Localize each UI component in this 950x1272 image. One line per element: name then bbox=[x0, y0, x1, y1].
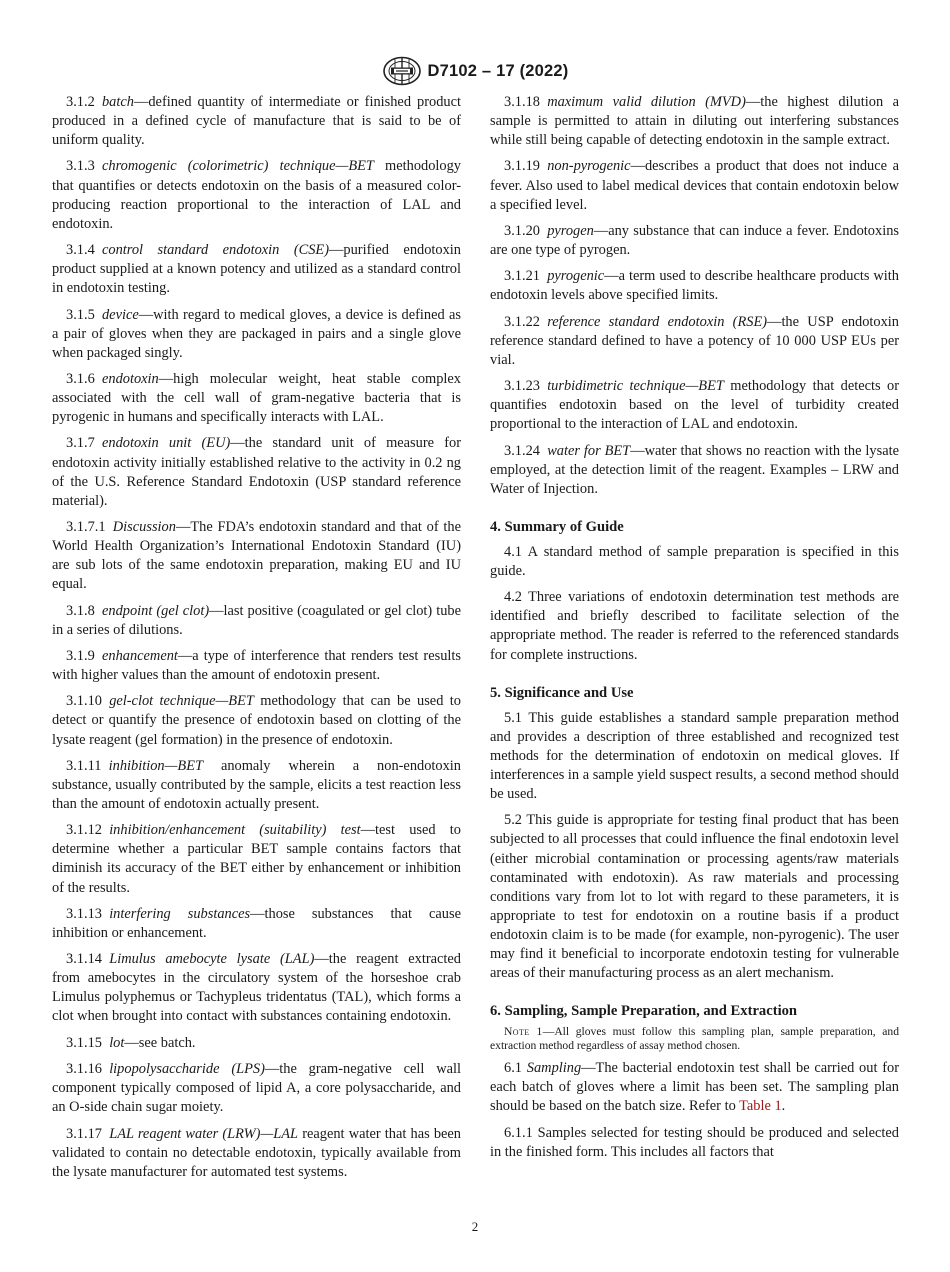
right-definitions bbox=[490, 93, 899, 499]
paragraph-5-2: 5.2 This guide is appropriate for testing final product that has been subjected to all processes that could influence the final endotoxin level (either microbial contamination or processing agents/raw materials contaminated with endotoxin). As raw materials and processing conditions vary from lot to lot with regard to these parameters, it is appropriate to test for endotoxin on a routine basis if a product endotoxin claim is to be made (for example, non-pyrogenic). The user may find it beneficial to incorporate endotoxin testing for vulnerable areas of their manufacturing process as an alert mechanism. bbox=[490, 812, 899, 982]
definition-3-1-3 bbox=[52, 157, 461, 233]
definition-term: endotoxin unit (EU) bbox=[101, 435, 231, 452]
definition-text: methodology that can be used to detect or quantify the presence of endotoxin based on clotting of the lysate reagent (gel formation) in the presence of endotoxin. bbox=[52, 693, 461, 748]
definition-text: —describes a product that does not induce a fever. Also used to label medical devices that contain endotoxin below a specified level. bbox=[490, 158, 899, 213]
definition-term: reference standard endotoxin (RSE) bbox=[547, 313, 768, 330]
definition-number: 3.1.22 bbox=[504, 313, 540, 330]
definition-3-1-22 bbox=[490, 313, 899, 370]
definition-number: 3.1.3 bbox=[66, 158, 95, 175]
definition-number: 3.1.7.1 bbox=[66, 519, 106, 535]
definition-term: pyrogen bbox=[547, 222, 594, 239]
definition-term: endpoint (gel clot) bbox=[101, 602, 210, 619]
definition-term: water for BET bbox=[547, 442, 631, 459]
definition-3-1-21 bbox=[490, 267, 899, 305]
section-heading-sampling: 6. Sampling, Sample Preparation, and Extraction bbox=[490, 1003, 798, 1020]
definition-3-1-20 bbox=[490, 222, 899, 260]
definition-3-1-4 bbox=[52, 241, 461, 298]
definition-text: methodology that detects or quantifies endotoxin based on the level of turbidity created proportional to the interaction of LAL and endotoxin. bbox=[490, 378, 899, 433]
definition-text: —water that shows no reaction with the lysate employed, at the detection limit of the reagent. Examples – LRW and Water of Injection. bbox=[490, 442, 899, 497]
definition-number: 3.1.18 bbox=[504, 94, 540, 110]
definition-text: —the highest dilution a sample is permitted to attain in diluting out interfering substances while still being capable of detecting endotoxin in the sample extract. bbox=[490, 94, 899, 149]
definition-term: turbidimetric technique—BET bbox=[547, 378, 724, 395]
definition-3-1-7 bbox=[52, 434, 461, 510]
definition-text: reagent water that has been validated to contain no detectable endotoxin, typically available from the lysate manufacturer for automated test systems. bbox=[52, 1125, 462, 1180]
definition-3-1-10 bbox=[52, 692, 461, 749]
note-1 bbox=[490, 1025, 899, 1053]
definition-text: —high molecular weight, heat stable complex associated with the cell wall of gram-negative bacteria that is pyrogenic in humans and specifically interacts with LAL. bbox=[52, 370, 461, 426]
definition-number: 3.1.13 bbox=[66, 905, 102, 922]
definition-text: —the gram-negative cell wall component typically composed of lipid A, a core polysaccharide, and an O-side chain sugar moiety. bbox=[52, 1061, 461, 1116]
definition-number: 3.1.10 bbox=[66, 693, 102, 710]
definition-text: —defined quantity of intermediate or finished product produced in a defined cycle of manufacture that is said to be of uniform quality. bbox=[52, 94, 461, 149]
definition-term: chromogenic (colorimetric) technique—BET bbox=[101, 158, 374, 175]
section-heading-significance: 5. Significance and Use bbox=[490, 684, 634, 701]
definition-term: inhibition—BET bbox=[108, 757, 204, 774]
definition-text: —the reagent extracted from amebocytes in the circulatory system of the horseshoe crab Limulus polyphemus or Tachypleus tridentatus (TAL), which forms a clot when brought into contact with substances containing endotoxin. bbox=[52, 951, 461, 1025]
definition-number: 3.1.14 bbox=[66, 951, 102, 968]
definition-text: —a type of interference that renders test results with higher values than the amount of endotoxin present. bbox=[52, 647, 461, 684]
definition-number: 3.1.6 bbox=[66, 370, 95, 387]
standard-designation: D7102 – 17 (2022) bbox=[427, 61, 569, 80]
definition-3-1-9 bbox=[52, 647, 461, 685]
definition-term: Discussion bbox=[112, 519, 176, 535]
definition-term: batch bbox=[101, 94, 134, 110]
definition-number: 3.1.11 bbox=[66, 757, 102, 774]
paragraph-6-1 bbox=[490, 1059, 899, 1116]
definition-3-1-12 bbox=[52, 821, 461, 897]
definition-term: interfering substances bbox=[109, 905, 251, 922]
definition-3-1-13 bbox=[52, 905, 461, 943]
definition-number: 3.1.7 bbox=[66, 435, 95, 452]
definition-term: endotoxin bbox=[101, 370, 159, 387]
definition-term: Limulus amebocyte lysate (LAL) bbox=[109, 951, 315, 968]
table-1-link[interactable]: Table 1 bbox=[739, 1098, 782, 1115]
definition-term: inhibition/enhancement (suitability) test bbox=[109, 822, 361, 839]
definition-3-1-17 bbox=[52, 1125, 461, 1182]
definition-number: 3.1.9 bbox=[66, 647, 95, 664]
definition-text: —test used to determine whether a particular BET sample contains factors that diminish its accuracy of the BET either by enhancement or inhibition of the results. bbox=[52, 822, 461, 896]
astm-logo-icon bbox=[382, 56, 422, 86]
definition-number: 3.1.8 bbox=[66, 602, 95, 619]
paragraph-6-1-1: 6.1.1 Samples selected for testing should be produced and selected in the finished form. This includes all factors that bbox=[490, 1124, 899, 1160]
definition-term: lipopolysaccharide (LPS) bbox=[109, 1061, 265, 1078]
definition-text: —The FDA’s endotoxin standard and that of the World Health Organization’s International Endotoxin Standard (IU) are sub lots of the same endotoxin preparation, making EU and IU equal. bbox=[52, 519, 461, 593]
definition-text: —a term used to describe healthcare products with endotoxin levels above specified limits. bbox=[490, 268, 899, 304]
definition-3-1-24 bbox=[490, 442, 899, 499]
paragraph-number: 6.1 bbox=[504, 1060, 522, 1077]
section-heading-summary: 4. Summary of Guide bbox=[490, 518, 624, 535]
page-number: 2 bbox=[471, 1219, 479, 1234]
definition-3-1-23 bbox=[490, 377, 899, 434]
right-column bbox=[490, 93, 899, 1162]
definition-text: —the standard unit of measure for endotoxin activity initially established relative to the activity in 0.2 ng of the U.S. Reference Standard Endotoxin (USP standard reference material). bbox=[52, 435, 461, 509]
definition-3-1-19 bbox=[490, 157, 899, 214]
definition-term: control standard endotoxin (CSE) bbox=[101, 242, 330, 259]
definition-3-1-5 bbox=[52, 306, 461, 363]
note-text: —All gloves must follow this sampling plan, sample preparation, and extraction method regardless of assay method chosen. bbox=[490, 1025, 899, 1053]
definition-text: anomaly wherein a non-endotoxin substance, usually contributed by the sample, elicits a test reaction less than the amount of endotoxin actually present. bbox=[52, 757, 461, 812]
definition-text: —purified endotoxin product supplied at a known potency and utilized as a standard control in endotoxin testing. bbox=[52, 242, 461, 297]
definition-number: 3.1.2 bbox=[66, 94, 95, 110]
definition-text: methodology that quantifies or detects endotoxin on the basis of a measured color-producing reaction proportional to the interaction of LAL and endotoxin. bbox=[52, 158, 461, 232]
definition-term: enhancement bbox=[101, 647, 178, 664]
definition-3-1-18 bbox=[490, 93, 899, 150]
definition-text: —the USP endotoxin reference standard defined to have a potency of 10 000 USP EUs per vial. bbox=[490, 313, 899, 368]
definition-3-1-7-1 bbox=[52, 518, 461, 594]
definition-3-1-8 bbox=[52, 602, 461, 640]
definition-text: —with regard to medical gloves, a device is defined as a pair of gloves when they are packaged in pairs and a single glove when packaged singly. bbox=[52, 306, 461, 361]
definition-text: —see batch. bbox=[124, 1034, 196, 1051]
definition-3-1-6 bbox=[52, 370, 461, 427]
definition-text: —those substances that cause inhibition or enhancement. bbox=[52, 905, 461, 941]
definition-term: lot bbox=[109, 1034, 125, 1051]
definition-number: 3.1.20 bbox=[504, 222, 540, 239]
term: Sampling bbox=[526, 1060, 582, 1077]
paragraph-4-2: 4.2 Three variations of endotoxin determination test methods are identified and briefly described to facilitate selection of the appropriate method. The reader is referred to the referenced standards for complete instructions. bbox=[490, 589, 899, 663]
definition-3-1-15 bbox=[52, 1034, 461, 1053]
definition-number: 3.1.24 bbox=[504, 442, 540, 459]
definition-number: 3.1.16 bbox=[66, 1061, 102, 1078]
definition-3-1-16 bbox=[52, 1060, 461, 1117]
paragraph-4-1: 4.1 A standard method of sample preparation is specified in this guide. bbox=[490, 543, 899, 579]
definition-text: —any substance that can induce a fever. Endotoxins are one type of pyrogen. bbox=[490, 222, 899, 259]
definition-term: LAL reagent water (LRW)—LAL bbox=[109, 1125, 299, 1142]
definition-term: gel-clot technique—BET bbox=[109, 693, 254, 710]
definition-number: 3.1.21 bbox=[504, 268, 540, 285]
paragraph-end: . bbox=[781, 1098, 786, 1115]
definition-number: 3.1.17 bbox=[66, 1125, 102, 1142]
definition-number: 3.1.23 bbox=[504, 378, 540, 395]
left-column bbox=[52, 93, 461, 1189]
definition-number: 3.1.12 bbox=[66, 822, 102, 839]
page-header bbox=[0, 56, 950, 86]
definition-number: 3.1.15 bbox=[66, 1034, 102, 1051]
definition-term: pyrogenic bbox=[547, 268, 605, 285]
definition-term: maximum valid dilution (MVD) bbox=[547, 94, 746, 110]
definition-3-1-14 bbox=[52, 950, 461, 1026]
definition-text: —last positive (coagulated or gel clot) tube in a series of dilutions. bbox=[52, 602, 461, 638]
definition-number: 3.1.5 bbox=[66, 306, 95, 323]
definition-3-1-11 bbox=[52, 757, 461, 814]
paragraph-text: —The bacterial endotoxin test shall be carried out for each batch of gloves where a limit has been set. The sampling plan should be based on the batch size. Refer to bbox=[490, 1060, 899, 1115]
paragraph-5-1: 5.1 This guide establishes a standard sample preparation method and provides a description of three established and recognized test methods for the determination of endotoxin on medical gloves. If interferences in a sample yield suspect results, a second method should be used. bbox=[490, 709, 899, 803]
note-label: Note 1 bbox=[504, 1025, 543, 1039]
definition-term: device bbox=[101, 306, 139, 323]
definition-number: 3.1.4 bbox=[66, 242, 95, 259]
definition-term: non-pyrogenic bbox=[547, 158, 631, 175]
definition-3-1-2 bbox=[52, 93, 461, 150]
definition-number: 3.1.19 bbox=[504, 158, 540, 175]
